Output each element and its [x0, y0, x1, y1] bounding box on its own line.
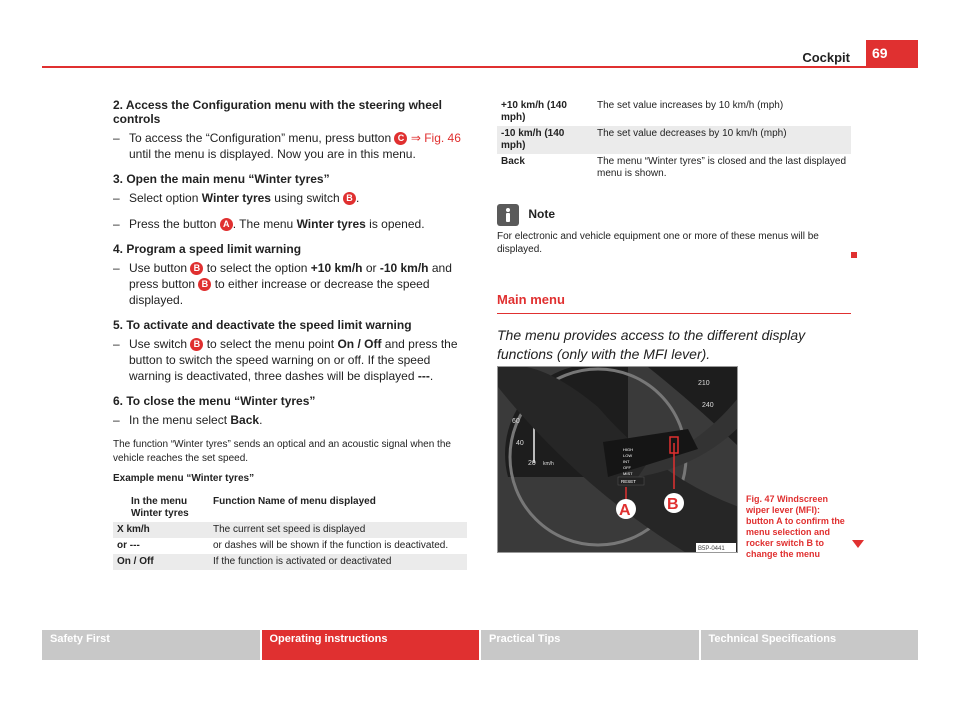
- table-cell: or dashes will be shown if the function is deactivated.: [209, 538, 467, 554]
- note-box: [497, 204, 851, 256]
- key-a-icon: A: [220, 218, 233, 231]
- step-5-bullet: [113, 336, 467, 384]
- table-cell: or ---: [113, 538, 209, 554]
- text-bold: +10 km/h: [310, 261, 363, 275]
- text: Press the button: [129, 217, 220, 231]
- fig-46-link[interactable]: ⇒ Fig. 46: [410, 131, 461, 145]
- text: or: [362, 261, 380, 275]
- text: .: [356, 191, 360, 205]
- table-cell: Back: [497, 154, 593, 182]
- page-number: 69: [866, 40, 918, 66]
- page-header-title: Cockpit: [802, 50, 850, 65]
- winter-tyres-table: [113, 494, 467, 570]
- text-bold: Winter tyres: [296, 217, 366, 231]
- table-header-cell: Function Name of menu displayed: [213, 496, 376, 507]
- key-c-icon: C: [394, 132, 407, 145]
- table-cell: X km/h: [113, 522, 209, 538]
- section-heading: Main menu: [497, 292, 851, 314]
- text: Use button: [129, 261, 191, 275]
- table-cell: The set value decreases by 10 km/h (mph): [593, 126, 851, 154]
- table-cell: On / Off: [113, 554, 209, 570]
- table-cell: The menu “Winter tyres” is closed and the last displayed menu is shown.: [593, 154, 851, 182]
- figure-caption: Fig. 47 Windscreen wiper lever (MFI): button A to confirm the menu selection and rocker switch B to change the menu: [746, 494, 845, 559]
- figure-47-image: [497, 366, 738, 553]
- text: .: [259, 413, 263, 427]
- dashboard-illustration: [498, 367, 738, 553]
- lever-label: HIGH: [623, 447, 633, 452]
- text: .: [429, 369, 434, 383]
- gauge-number: 60: [512, 418, 520, 425]
- text-bold: ---: [417, 369, 430, 383]
- step-3a-bullet: [113, 190, 467, 206]
- label-b: B: [667, 496, 679, 513]
- step-2-bullet: [113, 130, 467, 162]
- right-column: [497, 98, 851, 364]
- text: is opened.: [365, 217, 425, 231]
- reset-label: RESET: [621, 479, 637, 484]
- step-3b-bullet: [113, 216, 467, 232]
- table-cell: If the function is activated or deactivated: [209, 554, 467, 570]
- footer-tab-practical-tips[interactable]: Practical Tips: [481, 630, 699, 660]
- text: Use switch: [129, 337, 191, 351]
- step-2-heading: 2. Access the Configuration menu with the steering wheel controls: [113, 98, 442, 126]
- gauge-unit: km/h: [543, 461, 554, 467]
- text: and press button: [129, 261, 452, 291]
- footer-tab-safety-first[interactable]: Safety First: [42, 630, 260, 660]
- text-bold: Winter tyres: [201, 191, 271, 205]
- table-cell: +10 km/h (140 mph): [497, 98, 593, 126]
- gauge-number: 240: [702, 402, 714, 409]
- key-b-icon: B: [198, 278, 211, 291]
- table-row: [113, 554, 467, 570]
- table-row: [113, 522, 467, 538]
- lever-label: OFF: [623, 465, 631, 470]
- text: to select the menu point: [203, 337, 338, 351]
- step-4-heading: 4. Program a speed limit warning: [113, 242, 302, 256]
- table-row: [497, 154, 851, 182]
- step-3-heading: 3. Open the main menu “Winter tyres”: [113, 172, 330, 186]
- text: to either increase or decrease the speed displayed.: [129, 277, 430, 307]
- step-5-heading: 5. To activate and deactivate the speed limit warning: [113, 318, 412, 332]
- text: . The menu: [232, 217, 297, 231]
- text: In the menu select: [129, 413, 231, 427]
- header-rule: [42, 66, 918, 68]
- text: and press the button to switch the speed warning on or off. If the speed warning is deactivated, three dashes will be displayed: [129, 337, 458, 383]
- table-header-cell: In the menu Winter tyres: [131, 496, 189, 519]
- gauge-number: 40: [516, 440, 524, 447]
- label-a: A: [619, 502, 631, 519]
- text-bold: On / Off: [337, 337, 382, 351]
- lever-label: MIST: [623, 471, 633, 476]
- table-cell: The current set speed is displayed: [209, 522, 467, 538]
- table-cell: The set value increases by 10 km/h (mph): [593, 98, 851, 126]
- info-icon: [497, 204, 519, 226]
- section-intro: The menu provides access to the different display functions (only with the MFI lever).: [497, 327, 806, 362]
- note-text: For electronic and vehicle equipment one or more of these menus will be displayed.: [497, 231, 819, 255]
- left-column: [113, 98, 467, 570]
- section-end-marker: [851, 252, 857, 258]
- lever-label: LOW: [623, 453, 633, 458]
- step-4-bullet: [113, 260, 467, 308]
- text: using switch: [270, 191, 343, 205]
- footer-tab-operating-instructions[interactable]: Operating instructions: [262, 630, 480, 660]
- step-6-heading: 6. To close the menu “Winter tyres”: [113, 394, 316, 408]
- figure-code: B5P-0441: [698, 546, 725, 552]
- key-b-icon: B: [343, 192, 356, 205]
- step-6-bullet: [113, 412, 467, 428]
- text-bold: -10 km/h: [379, 261, 429, 275]
- key-b-icon: B: [190, 262, 203, 275]
- text: To access the “Configuration” menu, press button: [129, 131, 395, 145]
- table-row: [113, 538, 467, 554]
- footer-tab-technical-specifications[interactable]: Technical Specifications: [701, 630, 919, 660]
- gauge-number: 20: [528, 460, 536, 467]
- text: until the menu is displayed. Now you are in this menu.: [129, 147, 416, 161]
- text: Select option: [129, 191, 202, 205]
- function-description: The function “Winter tyres” sends an optical and an acoustic signal when the vehicle reaches the set speed.: [113, 439, 451, 464]
- gauge-number: 210: [698, 380, 710, 387]
- table-row: [497, 126, 851, 154]
- note-label: Note: [528, 207, 556, 221]
- text: to select the option: [203, 261, 311, 275]
- speed-options-table: [497, 98, 851, 182]
- lever-label: INT: [623, 459, 630, 464]
- table-cell: -10 km/h (140 mph): [497, 126, 593, 154]
- key-b-icon: B: [190, 338, 203, 351]
- text-bold: Back: [230, 413, 260, 427]
- footer-nav: [42, 630, 918, 660]
- table-row: [497, 98, 851, 126]
- example-label: Example menu “Winter tyres”: [113, 473, 255, 484]
- continue-arrow-icon: [852, 540, 864, 548]
